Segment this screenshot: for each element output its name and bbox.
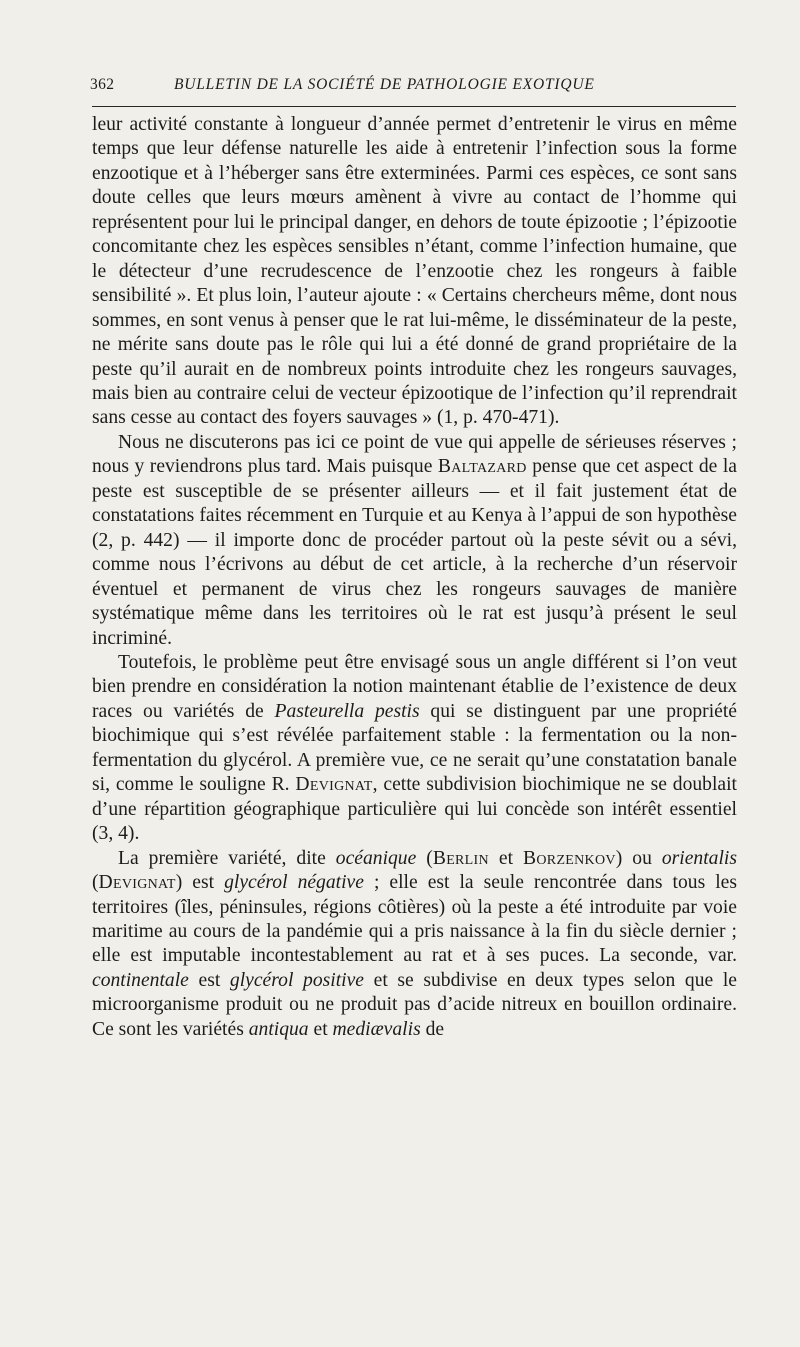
author-name: Devignat xyxy=(98,872,176,894)
paragraph-4-text-b: ( xyxy=(416,847,433,869)
term-oceanique: océanique xyxy=(335,847,417,869)
paragraph-4-text-a: La première variété, dite xyxy=(118,847,336,869)
paragraph-4-text-d: ) ou xyxy=(615,847,662,869)
term-orientalis: orientalis xyxy=(661,847,737,869)
paragraph-3 xyxy=(92,651,737,847)
running-title: BULLETIN DE LA SOCIÉTÉ DE PATHOLOGIE EXOTIQUE xyxy=(174,76,595,93)
page-number: 362 xyxy=(90,76,115,93)
author-name: Baltazard xyxy=(437,456,527,478)
species-name: Pasteurella pestis xyxy=(274,700,420,722)
paragraph-1 xyxy=(92,113,737,431)
paragraph-1-text: leur activité constante à longueur d’année permet d’entretenir le virus en même temps que leur défense naturelle les aide à entretenir l’infection sous la forme enzootique et à l’héberger sans être exterminées. Parmi ces espèces, ce sont sans doute celles que leurs mœurs amènent à vivre au contact de l’homme qui représentent pour lui le principal danger, en dehors de toute épizootie ; l’épizootie concomitante chez les espèces sensibles n’étant, comme l’infection humaine, que le détecteur d’une recrudescence de l’enzootie chez les rongeurs à faible sensibilité ». Et plus loin, l’auteur ajoute : « Certains chercheurs même, dont nous sommes, en sont venus à penser que le rat lui-même, le disséminateur de la peste, ne mérite sans doute pas le rôle qui lui a été donné de grand propriétaire de la peste qu’il aurait en de nombreux points introduite chez les rongeurs sauvages, mais bien au contraire celui de vecteur épizootique de l’infection qu’il reprendrait sans cesse au contact des foyers sauvages » (1, p. 470-471). xyxy=(92,114,737,429)
article-body xyxy=(92,113,737,1042)
paragraph-3-text-a: Toutefois, le problème peut être envisagé sous un angle différent si l’on veut bien prendre en considération la notion maintenant établie de l’existence de deux races ou variétés de xyxy=(92,651,737,722)
paragraph-2-text-b: pense que cet aspect de la peste est susceptible de se présenter ailleurs — et il fait justement état de constatations faites récemment en Turquie et au Kenya à l’appui de son hypothèse (2, p. 442) — il importe donc de procéder partout où la peste sévit ou a sévi, comme nous l’écrivons au début de cet article, à la recherche d’un réservoir éventuel et permanent de virus chez les rongeurs sauvages de manière systématique même dans les territoires où le rat est jusqu’à présent le seul incriminé. xyxy=(92,456,737,649)
paragraph-4-text-e: ( xyxy=(92,872,99,894)
paragraph-4-text-f: ) est xyxy=(175,872,225,894)
paragraph-4 xyxy=(92,847,737,1043)
paragraph-4-text-h: est xyxy=(188,969,230,991)
author-name: Borzenkov xyxy=(523,847,616,869)
paragraph-3-text-c: , cette subdivision biochimique ne se doublait d’une répartition géographique particulière qui lui concède son intérêt essentiel (3, 4). xyxy=(92,774,737,845)
running-header xyxy=(90,76,738,102)
author-name: Berlin xyxy=(432,847,489,869)
paragraph-2 xyxy=(92,431,737,651)
paragraph-4-text-k: de xyxy=(420,1018,445,1040)
header-rule xyxy=(92,106,736,107)
author-name: Devignat xyxy=(295,774,373,796)
term-glycerol-positive: glycérol positive xyxy=(229,969,364,991)
paragraph-4-text-c: et xyxy=(488,847,524,869)
paragraph-2-text-a: Nous ne discuterons pas ici ce point de vue qui appelle de sérieuses réserves ; nous y reviendrons plus tard. Mais puisque xyxy=(92,431,737,478)
paragraph-4-text-i: et se subdivise en deux types selon que le microorganisme produit ou ne produit pas d’acide nitreux en bouillon ordinaire. Ce sont les variétés xyxy=(92,969,737,1040)
term-mediaevalis: mediævalis xyxy=(332,1018,421,1040)
paragraph-3-text-b: qui se distinguent par une propriété biochimique qui s’est révélée parfaitement stable : la fermentation ou la non-fermentation du glycérol. A première vue, ce ne serait qu’une constatation banale si, comme le souligne R. xyxy=(92,700,737,796)
paragraph-4-text-j: et xyxy=(308,1018,333,1040)
term-antiqua: antiqua xyxy=(248,1018,309,1040)
term-glycerol-negative: glycérol négative xyxy=(224,872,364,894)
paragraph-4-text-g: ; elle est la seule rencontrée dans tous les territoires (îles, péninsules, régions côtières) où la peste a été introduite par voie maritime au cours de la pandémie qui a pris naissance à la fin du siècle dernier ; elle est imputable incontestablement au rat et à ses puces. La seconde, var. xyxy=(92,872,737,967)
term-continentale: continentale xyxy=(92,969,189,991)
